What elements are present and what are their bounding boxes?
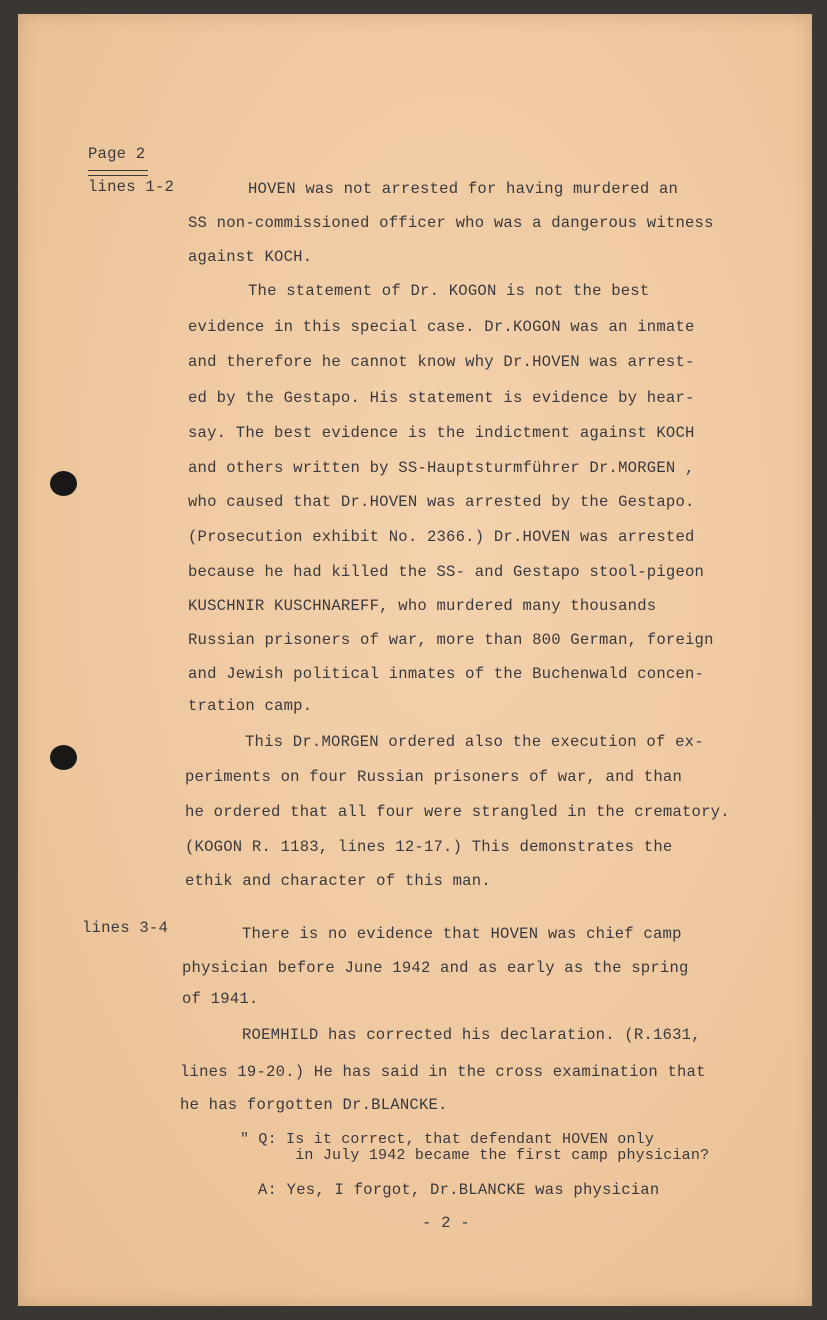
body-line: because he had killed the SS- and Gestapo stool-pigeon — [188, 563, 705, 581]
body-line: Russian prisoners of war, more than 800 German, foreign — [188, 631, 714, 649]
body-line: against KOCH. — [188, 248, 313, 266]
margin-label-lines-3-4: lines 3-4 — [82, 919, 169, 937]
body-line: There is no evidence that HOVEN was chief camp — [242, 925, 682, 943]
body-line: and others written by SS-Hauptsturmführer Dr.MORGEN , — [188, 459, 695, 477]
body-line: and therefore he cannot know why Dr.HOVEN was arrest- — [188, 353, 695, 371]
punch-hole-top — [50, 471, 77, 496]
body-line: and Jewish political inmates of the Buchenwald concen- — [188, 665, 705, 683]
body-line: ed by the Gestapo. His statement is evidence by hear- — [188, 389, 695, 407]
body-line: periments on four Russian prisoners of war, and than — [185, 768, 683, 786]
quote-question-line: " Q: Is it correct, that defendant HOVEN only — [240, 1131, 655, 1148]
body-line: KUSCHNIR KUSCHNAREFF, who murdered many thousands — [188, 597, 657, 615]
footer-page-number: - 2 - — [422, 1214, 470, 1232]
quote-question-line: in July 1942 became the first camp physician? — [240, 1147, 710, 1164]
body-line: HOVEN was not arrested for having murdered an — [248, 180, 679, 198]
body-line: tration camp. — [188, 697, 313, 715]
body-line: The statement of Dr. KOGON is not the best — [248, 282, 650, 300]
body-line: ethik and character of this man. — [185, 872, 491, 890]
margin-label-lines-1-2: lines 1-2 — [88, 178, 175, 196]
body-line: who caused that Dr.HOVEN was arrested by the Gestapo. — [188, 493, 695, 511]
body-line: This Dr.MORGEN ordered also the execution of ex- — [245, 733, 704, 751]
body-line: say. The best evidence is the indictment against KOCH — [188, 424, 695, 442]
body-line: physician before June 1942 and as early as the spring — [182, 959, 689, 977]
body-line: evidence in this special case. Dr.KOGON was an inmate — [188, 318, 695, 336]
body-line: he ordered that all four were strangled in the crematory. — [185, 803, 730, 821]
punch-hole-bottom — [50, 745, 77, 770]
quote-answer-line: A: Yes, I forgot, Dr.BLANCKE was physician — [258, 1181, 660, 1199]
page-label: Page 2 — [88, 145, 146, 163]
body-line: of 1941. — [182, 990, 259, 1008]
body-line: (Prosecution exhibit No. 2366.) Dr.HOVEN was arrested — [188, 528, 695, 546]
body-line: he has forgotten Dr.BLANCKE. — [180, 1096, 448, 1114]
body-line: ROEMHILD has corrected his declaration. (R.1631, — [242, 1026, 701, 1044]
page-label-underline — [88, 170, 148, 176]
body-line: SS non-commissioned officer who was a dangerous witness — [188, 214, 714, 232]
body-line: (KOGON R. 1183, lines 12-17.) This demonstrates the — [185, 838, 673, 856]
body-line: lines 19-20.) He has said in the cross examination that — [180, 1063, 706, 1081]
